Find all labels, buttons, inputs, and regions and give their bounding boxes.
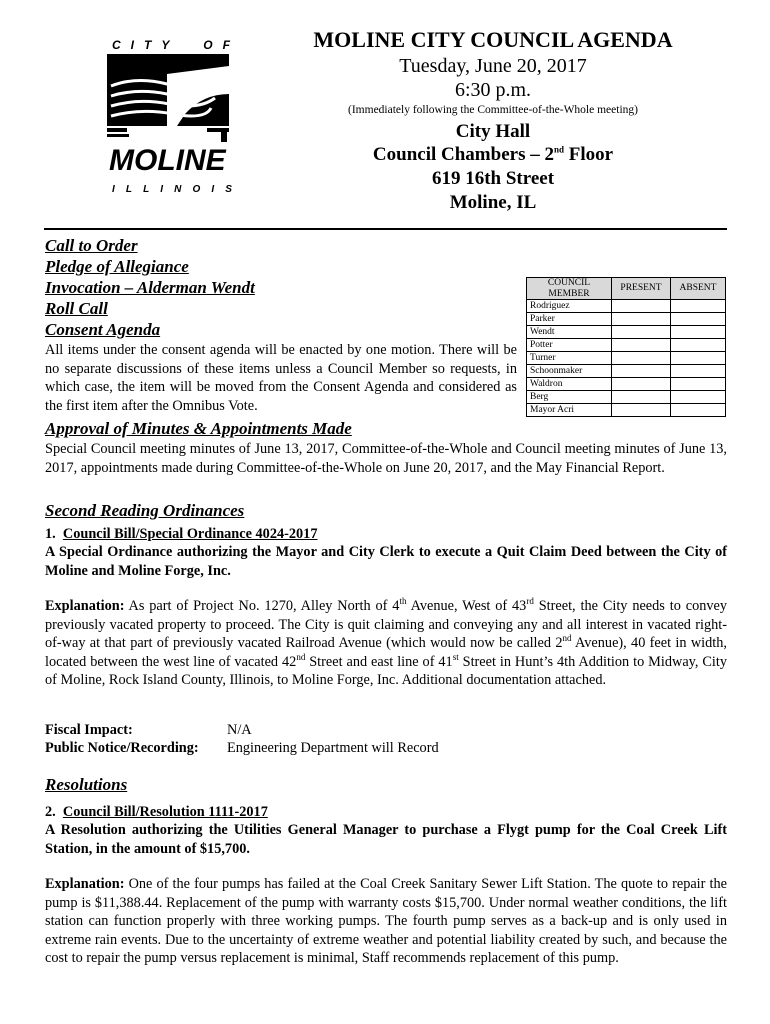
present-cell (612, 326, 671, 339)
absent-cell (671, 378, 726, 391)
present-cell (612, 404, 671, 417)
member-name: Berg (527, 391, 612, 404)
table-row (527, 339, 726, 352)
table-row (527, 378, 726, 391)
resolution-explanation: Explanation: One of the four pumps has failed at the Coal Creek Sanitary Sewer Lift Station. The quote to repair the pump is $11,388.44. Replacement of the pump with warranty costs $15,700. Under normal weather conditions, the lift station can function properly with three working pumps. The fourth pump serves as a back-up and is only used in extreme rain events. Due to the uncertainty of extreme weather and potential liability created by such, and because the cost to repair the pump versus replacement is minimal, Staff recommends replacement of this pump. (45, 876, 727, 967)
member-name: Mayor Acri (527, 404, 612, 417)
logo-wordmark: MOLINE (109, 144, 226, 174)
heading-consent-agenda: Consent Agenda (45, 320, 161, 339)
heading-invocation: Invocation – Alderman Wendt (45, 278, 255, 297)
heading-call-to-order: Call to Order (45, 236, 138, 255)
absent-cell (671, 365, 726, 378)
table-row (527, 313, 726, 326)
absent-cell (671, 404, 726, 417)
fiscal-impact-value: N/A (227, 722, 252, 738)
table-row (527, 352, 726, 365)
col-present: PRESENT (612, 278, 671, 300)
consent-agenda-text: All items under the consent agenda will be enacted by one motion. There will be no separate discussions of these items unless a Council Member so requests, in which case, the item will be moved from the Consent Agenda and considered as the first item after the Omnibus Vote. (45, 342, 517, 414)
present-cell (612, 365, 671, 378)
member-name: Rodriguez (527, 300, 612, 313)
member-name: Potter (527, 339, 612, 352)
logo-city-of: C I T Y O F (112, 38, 230, 52)
resolution-item-title: 2. Council Bill/Resolution 1111-2017 (45, 804, 268, 820)
fiscal-impact-label: Fiscal Impact: (45, 722, 133, 738)
present-cell (612, 339, 671, 352)
heading-roll-call: Roll Call (45, 299, 108, 318)
absent-cell (671, 313, 726, 326)
logo-illinois: I L L I N O I S (112, 184, 232, 195)
present-cell (612, 313, 671, 326)
table-row (527, 300, 726, 313)
absent-cell (671, 391, 726, 404)
absent-cell (671, 339, 726, 352)
table-row (527, 326, 726, 339)
present-cell (612, 378, 671, 391)
heading-minutes: Approval of Minutes & Appointments Made (45, 419, 352, 438)
heading-ordinances: Second Reading Ordinances (45, 501, 245, 520)
minutes-text: Special Council meeting minutes of June 13, 2017, Committee-of-the-Whole and Council meeting minutes of June 13, 2017, appointments made during Committee-of-the-Whole on June 20, 2017, and the May Financial Report. (45, 441, 727, 476)
meeting-city: Moline, IL (449, 192, 537, 213)
agenda-title: MOLINE CITY COUNCIL AGENDA (313, 27, 673, 52)
member-name: Parker (527, 313, 612, 326)
member-name: Wendt (527, 326, 612, 339)
table-row (527, 365, 726, 378)
resolution-item-desc: A Resolution authorizing the Utilities General Manager to purchase a Flygt pump for the Coal Creek Lift Station, in the amount of $15,700. (45, 822, 727, 857)
table-row (527, 404, 726, 417)
present-cell (612, 352, 671, 365)
col-absent: ABSENT (671, 278, 726, 300)
meeting-street: 619 16th Street (431, 168, 555, 189)
ordinance-item-desc: A Special Ordinance authorizing the Mayor and City Clerk to execute a Quit Claim Deed between the City of Moline and Moline Forge, Inc. (45, 544, 727, 579)
moline-logo (107, 54, 235, 174)
ordinance-explanation: Explanation: As part of Project No. 1270, Alley North of 4th Avenue, West of 43rd Street, the City needs to convey previously vacated property to proceed. The City is quit claiming and conveying any and all interest in vacated right-of-way at that part of previously vacated Railroad Avenue (which would now be called 2nd Avenue), 40 feet in width, located between the west line of vacated 42nd Street and east line of 41st Street in Hunt’s 4th Addition to Midway, City of Moline, Rock Island County, Illinois, to Moline Forge, Inc. Additional documentation attached. (45, 596, 728, 689)
meeting-date: Tuesday, June 20, 2017 (399, 55, 587, 77)
table-row (527, 391, 726, 404)
meeting-chambers: Council Chambers – 2nd Floor (372, 144, 614, 165)
heading-pledge: Pledge of Allegiance (45, 257, 189, 276)
absent-cell (671, 326, 726, 339)
roll-table-header (527, 278, 726, 300)
meeting-location: City Hall (455, 121, 531, 142)
col-council-member: COUNCIL MEMBER (527, 278, 612, 300)
meeting-time: 6:30 p.m. (454, 79, 532, 101)
public-notice-label: Public Notice/Recording: (45, 740, 199, 756)
header-divider (44, 228, 727, 230)
member-name: Turner (527, 352, 612, 365)
meeting-note: (Immediately following the Committee-of-the-Whole meeting) (348, 104, 638, 116)
present-cell (612, 391, 671, 404)
absent-cell (671, 300, 726, 313)
absent-cell (671, 352, 726, 365)
member-name: Waldron (527, 378, 612, 391)
public-notice-value: Engineering Department will Record (227, 740, 439, 756)
heading-resolutions: Resolutions (45, 775, 128, 794)
ordinance-item-title: 1. Council Bill/Special Ordinance 4024-2017 (45, 526, 318, 542)
roll-call-table (526, 277, 726, 417)
present-cell (612, 300, 671, 313)
member-name: Schoonmaker (527, 365, 612, 378)
